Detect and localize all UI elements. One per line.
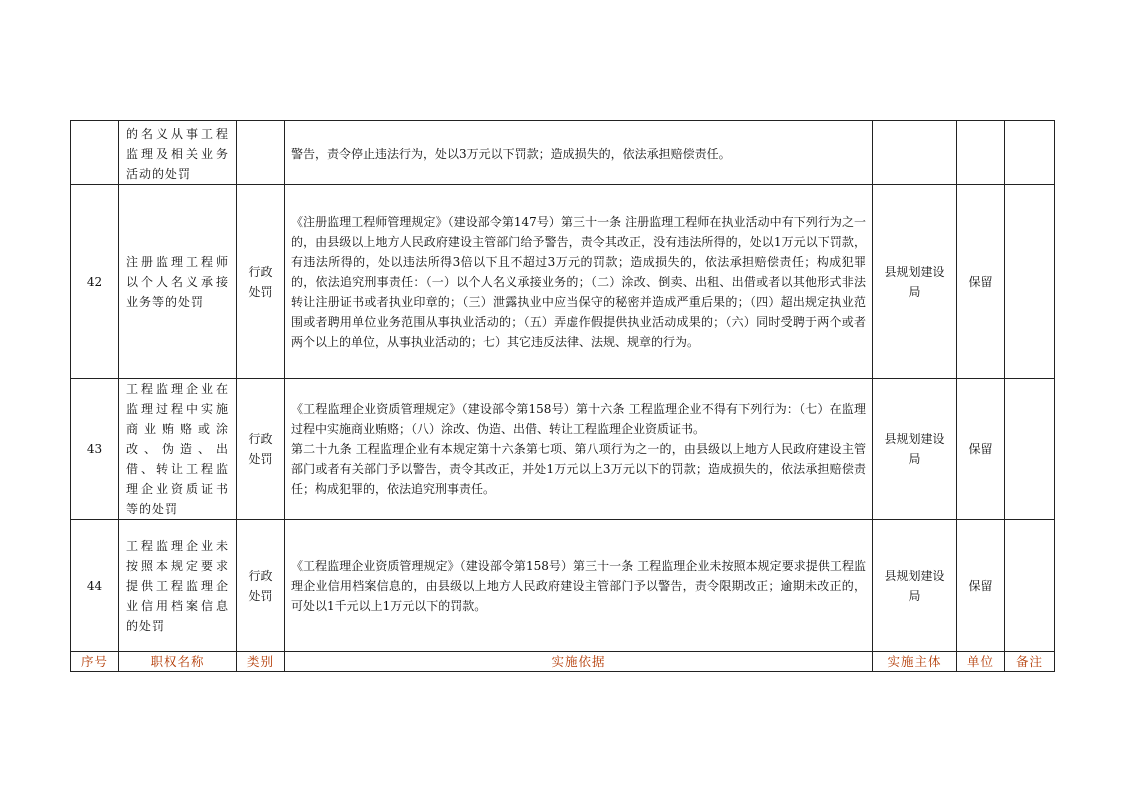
legal-basis-paragraph: 《工程监理企业资质管理规定》（建设部令第158号）第三十一条 工程监理企业未按照本规定要求提供工程监理企业信用档案信息的，由县级以上地方人民政府建设主管部门予以警告，责令限期改正；逾期未改正的，可处以1千元以上1万元以下的罚款。 [291, 558, 866, 613]
unit-status: 保留 [957, 520, 1005, 652]
header-remark: 备注 [1005, 652, 1055, 672]
header-subject: 实施主体 [873, 652, 957, 672]
power-name: 工程监理企业未按照本规定要求提供工程监理企业信用档案信息的处罚 [119, 520, 237, 652]
remark [1005, 379, 1055, 520]
implementing-body: 县规划建设局 [873, 185, 957, 379]
header-unit: 单位 [957, 652, 1005, 672]
header-no: 序号 [71, 652, 119, 672]
table-row [71, 520, 1055, 652]
unit-status: 保留 [957, 185, 1005, 379]
table-row [71, 121, 1055, 185]
powers-table [70, 120, 1055, 672]
unit-status [957, 121, 1005, 185]
implementing-body: 县规划建设局 [873, 520, 957, 652]
header-name: 职权名称 [119, 652, 237, 672]
power-name: 的名义从事工程监理及相关业务活动的处罚 [119, 121, 237, 185]
legal-basis [285, 379, 873, 520]
remark [1005, 185, 1055, 379]
implementing-body [873, 121, 957, 185]
header-basis: 实施依据 [285, 652, 873, 672]
power-type: 行政处罚 [237, 520, 285, 652]
table-row [71, 185, 1055, 379]
power-name: 注册监理工程师以个人名义承接业务等的处罚 [119, 185, 237, 379]
implementing-body: 县规划建设局 [873, 379, 957, 520]
power-type: 行政处罚 [237, 185, 285, 379]
legal-basis [285, 185, 873, 379]
remark [1005, 121, 1055, 185]
row-number: 43 [71, 379, 119, 520]
legal-basis-paragraph: 警告，责令停止违法行为，处以3万元以下罚款；造成损失的，依法承担赔偿责任。 [291, 146, 731, 161]
remark [1005, 520, 1055, 652]
power-name: 工程监理企业在监理过程中实施商业贿赂或涂改、伪造、出借、转让工程监理企业资质证书等的处罚 [119, 379, 237, 520]
row-number [71, 121, 119, 185]
legal-basis-paragraph: 《工程监理企业资质管理规定》（建设部令第158号）第十六条 工程监理企业不得有下列行为：（七）在监理过程中实施商业贿赂；（八）涂改、伪造、出借、转让工程监理企业资质证书。 [291, 402, 866, 436]
unit-status: 保留 [957, 379, 1005, 520]
legal-basis-paragraph: 第二十九条 工程监理企业有本规定第十六条第七项、第八项行为之一的，由县级以上地方人民政府建设主管部门或者有关部门予以警告，责令其改正，并处1万元以上3万元以下的罚款；造成损失的，依法承担赔偿责任；构成犯罪的，依法追究刑事责任。 [291, 442, 866, 496]
power-type [237, 121, 285, 185]
table-row [71, 379, 1055, 520]
row-number: 42 [71, 185, 119, 379]
legal-basis [285, 121, 873, 185]
table-header-row [71, 652, 1055, 672]
header-type: 类别 [237, 652, 285, 672]
power-type: 行政处罚 [237, 379, 285, 520]
legal-basis-paragraph: 《注册监理工程师管理规定》（建设部令第147号）第三十一条 注册监理工程师在执业活动中有下列行为之一的，由县级以上地方人民政府建设主管部门给予警告，责令其改正，没有违法所得的，处以1万元以下罚款，有违法所得的，处以违法所得3倍以下且不超过3万元的罚款；造成损失的，依法承担赔偿责任；构成犯罪的，依法追究刑事责任：（一）以个人名义承接业务的；（二）涂改、倒卖、出租、出借或者以其他形式非法转让注册证书或者执业印章的；（三）泄露执业中应当保守的秘密并造成严重后果的；（四）超出规定执业范围或者聘用单位业务范围从事执业活动的；（五）弄虚作假提供执业活动成果的；（六）同时受聘于两个或者两个以上的单位，从事执业活动的；七）其它违反法律、法规、规章的行为。 [291, 214, 866, 349]
legal-basis [285, 520, 873, 652]
row-number: 44 [71, 520, 119, 652]
